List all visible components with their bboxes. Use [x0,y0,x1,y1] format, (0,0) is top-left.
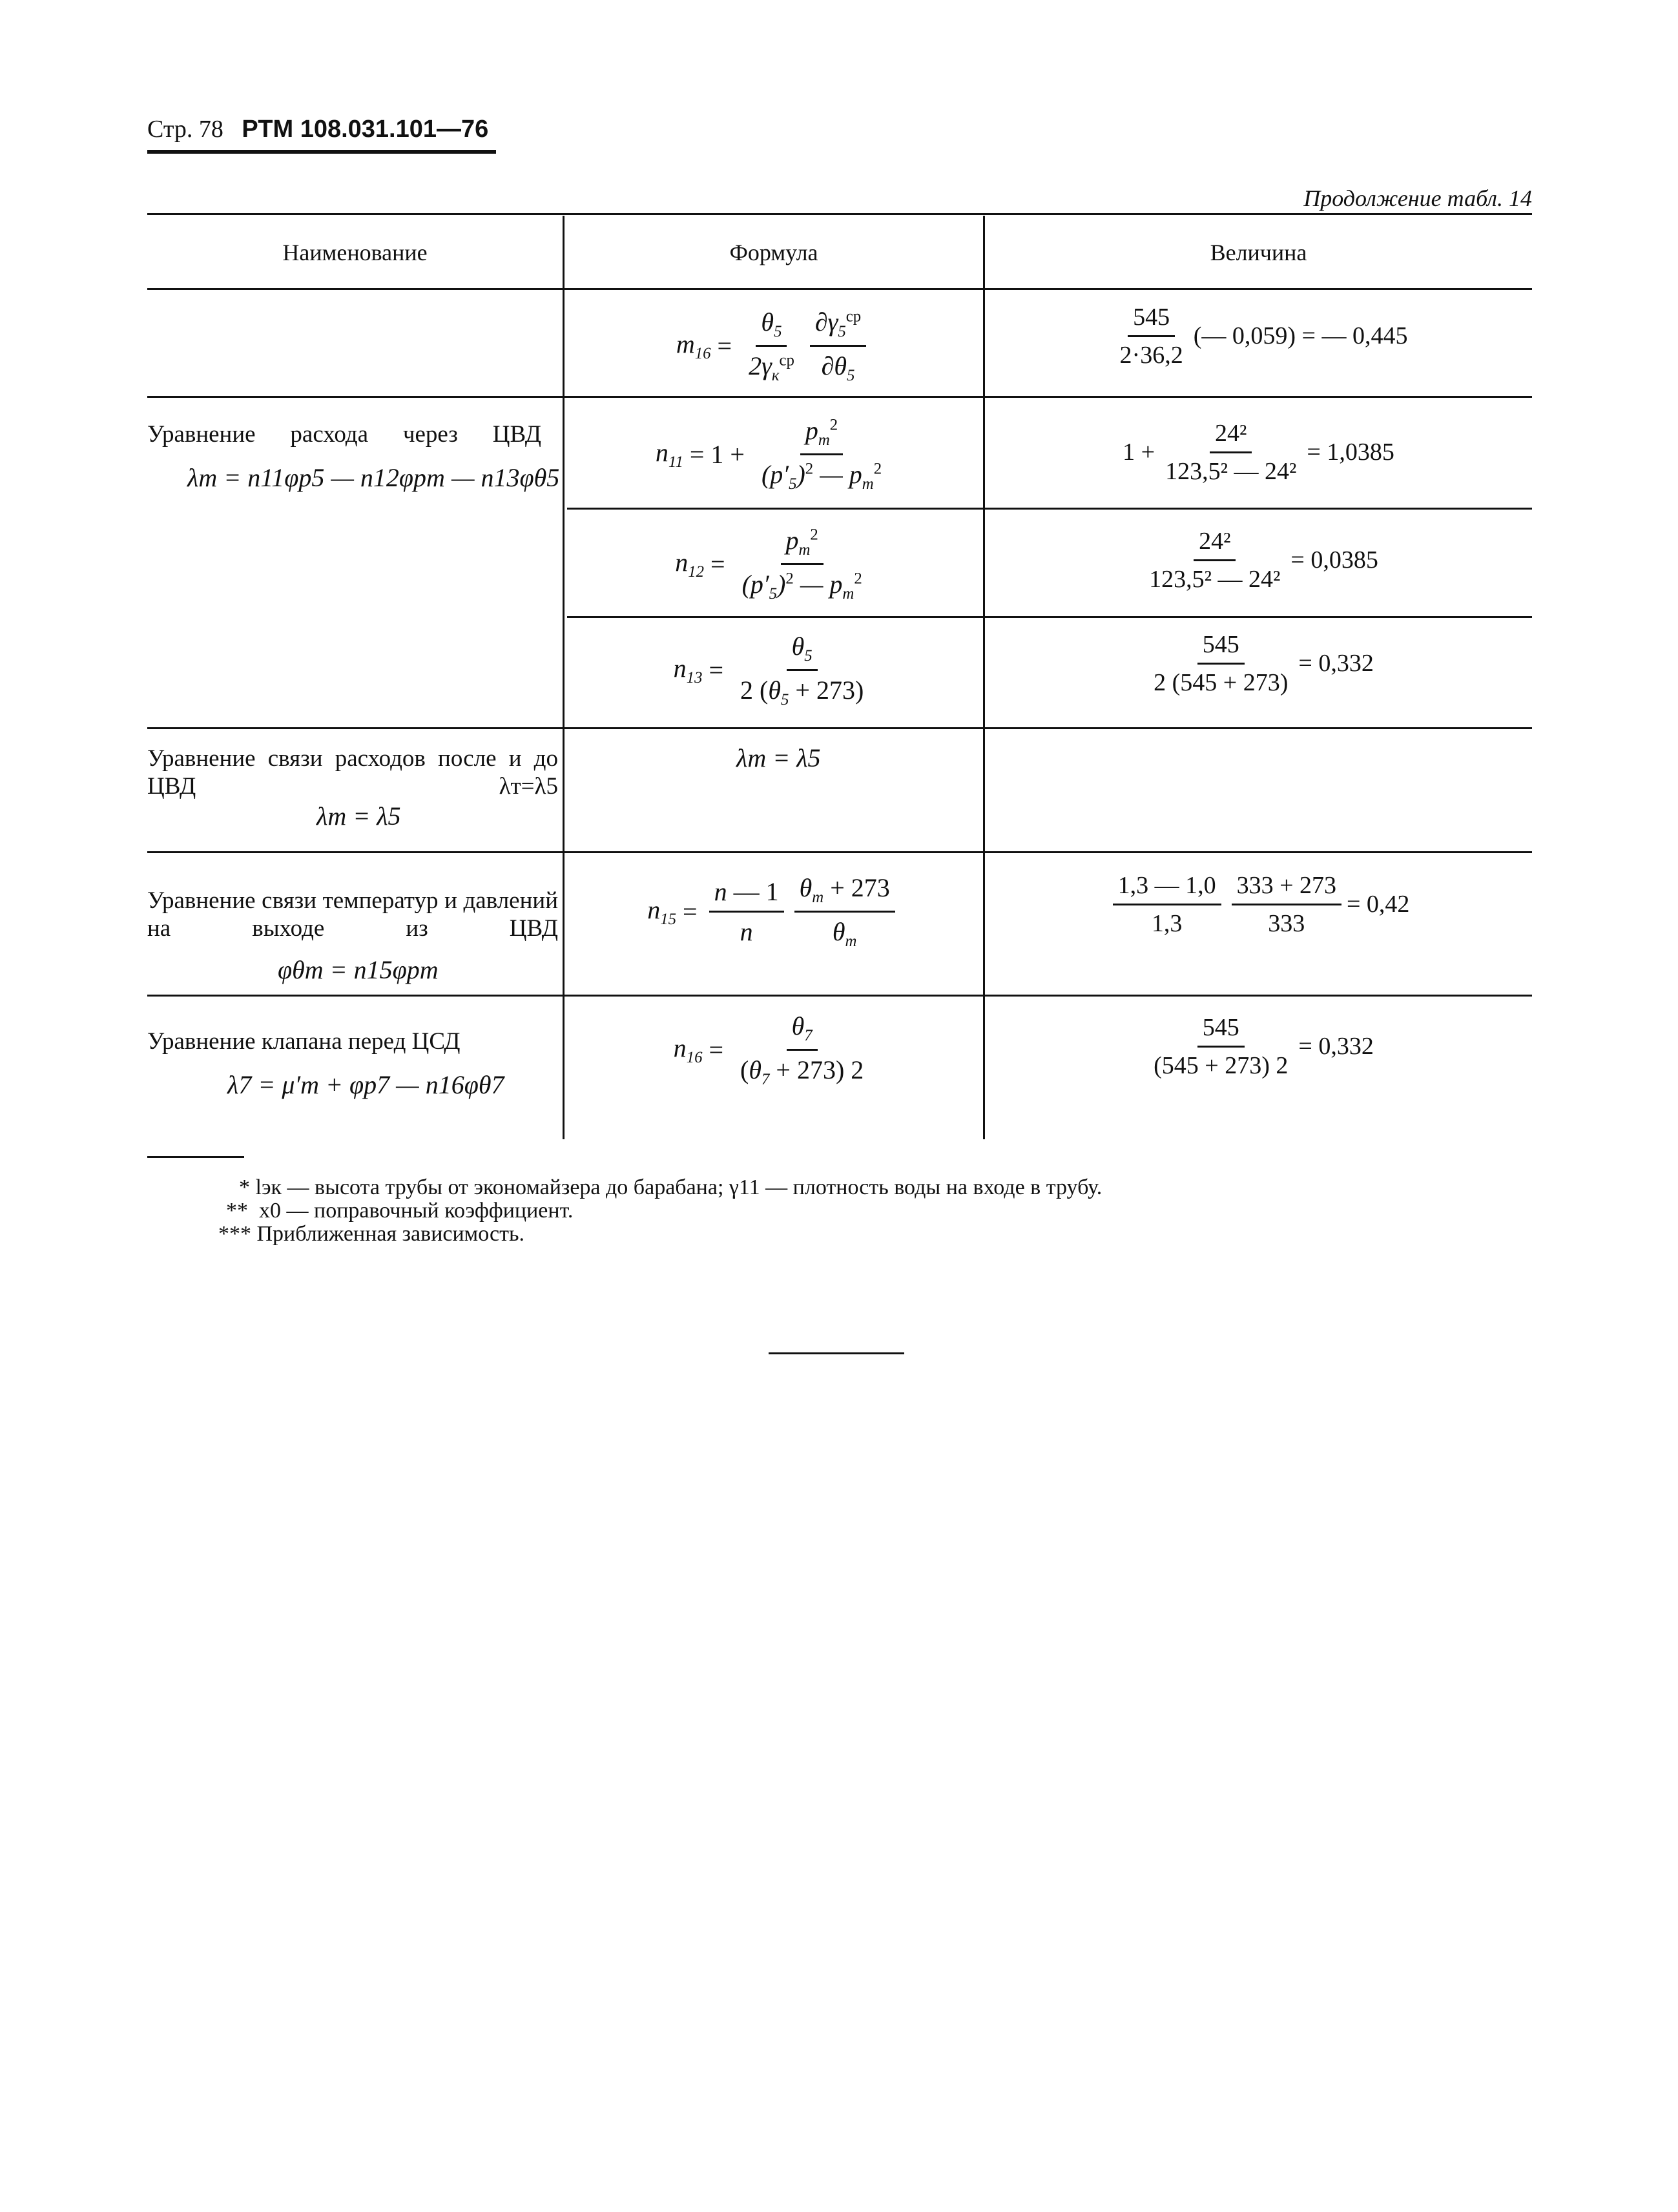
footnote-3: *** Приближенная зависимость. [218,1222,524,1246]
column-header-formula: Формула [729,240,818,265]
end-rule [769,1352,904,1354]
formula-n15: $n_{15}$ = $\frac{n — 1}{n}$ $\frac{\theta_т + 273}{\theta_т}$ [565,856,983,966]
row-formula-valve: λ7 = μ′т + φp7 — n16φθ7 [227,1070,504,1099]
row-name-flow-hpc: Уравнение расхода через ЦВД [147,421,541,448]
row-formula-flow-hpc: λт = n11φp5 — n12φpт — n13φθ5 [187,463,560,492]
formula-flow-link: λт = λ5 [736,743,821,772]
formula-n16: $n_{16}$ = $\frac{\theta_7}{(\theta_7 + 273) 2}$ [673,1011,864,1088]
table-top-rule [147,213,1532,215]
column-header-name: Наименование [282,240,428,265]
document-code: РТМ 108.031.101—76 [242,116,489,143]
row-name-temp-pressure: Уравнение связи температур и давлений на выходе из ЦВД [147,887,558,942]
formula-n12: $n_{12}$ = $\frac{p_т^2}{(p'_5)^2 — p_т^2}$ [675,525,862,603]
row-rule [147,396,1532,398]
page-number: Стр. 78 [147,116,223,143]
formula-n13: $n_{13}$ = $\frac{\theta_5}{2 (\theta_5 + 273)}$ [673,631,864,708]
footnote-1: * lэк — высота трубы от экономайзера до барабана; γ11 — плотность воды на входе в трубу. [239,1175,1103,1199]
row-formula-temp-pressure: φθт = n15φpт [278,955,439,984]
page-header [147,115,488,143]
row-rule [567,616,1532,618]
header-rule [147,150,496,154]
row-name-flow-link: Уравнение связи расходов после и до ЦВД λт=λ5 [147,745,558,800]
table-head-rule [147,288,1532,290]
value-n13: $\frac{545}{2 (545 + 273)}$ = 0,332 [1154,630,1374,696]
footnote-2: ** x0 — поправочный коэффициент. [226,1199,574,1223]
footnote-rule [147,1156,244,1158]
value-n12: $\frac{\text{24²}}{\text{123,5² — 24²}}$ = 0,0385 [1149,527,1378,593]
value-n11: 1 + $\frac{\text{24²}}{\text{123,5² — 24²}}$ = 1,0385 [1123,419,1394,485]
row-rule [147,995,1532,997]
value-n15: $\frac{1,3 — 1,0}{1,3}$ $\frac{333 + 273}{333}$ = 0,42 [985,859,1532,949]
row-rule [567,508,1532,510]
formula-m16: $m_{16}$ = $\frac{\theta_5}{2\gamma_к^{ср}}$ $\frac{\partial\gamma_5^{ср}}{\partial\theta_5}$ [565,297,983,394]
row-name-valve: Уравнение клапана перед ЦСД [147,1028,461,1055]
value-m16: $\frac{545}{2\cdot 36,2}$ (— 0,059) = — 0,445 [1119,303,1408,369]
row-rule [147,727,1532,729]
row-formula-flow-link: λт = λ5 [316,801,401,831]
formula-n11: $n_{11}$ = 1 + $\frac{p_т^2}{(p'_5)^2 — p_т^2}$ [655,415,882,493]
value-n16: $\frac{545}{(545 + 273) 2}$ = 0,332 [1154,1013,1374,1079]
table-continuation-label: Продолжение табл. 14 [1303,185,1532,211]
column-header-value: Величина [1210,240,1307,265]
row-rule [147,851,1532,853]
